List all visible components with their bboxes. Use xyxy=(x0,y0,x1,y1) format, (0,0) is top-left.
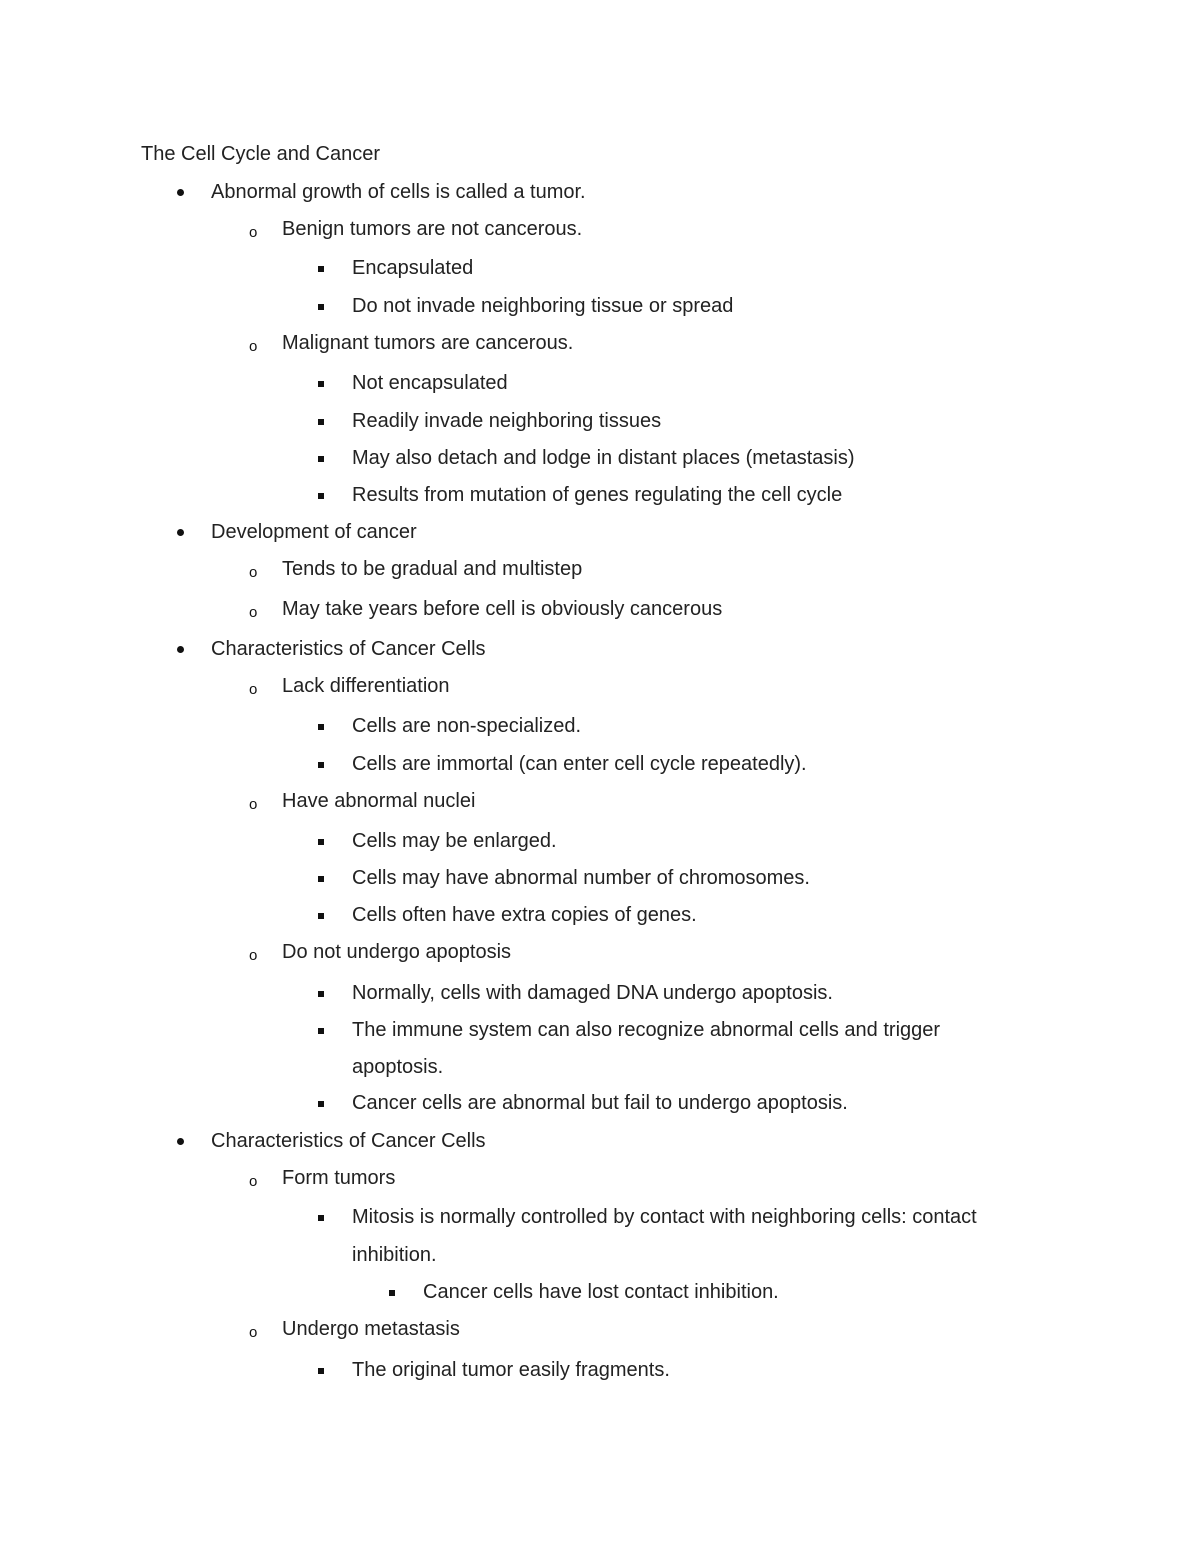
list-item-text: Do not invade neighboring tissue or spread xyxy=(352,295,734,317)
bullet-circle-icon: o xyxy=(249,947,258,964)
bullet-square-icon xyxy=(318,1101,324,1107)
list-item-text: Encapsulated xyxy=(352,257,474,279)
list-item-text: Mitosis is normally controlled by contact with neighboring cells: contact xyxy=(352,1206,977,1228)
list-item-text: Not encapsulated xyxy=(352,372,508,394)
bullet-dot-icon xyxy=(177,1138,184,1145)
list-item-text: Cells may be enlarged. xyxy=(352,830,557,852)
bullet-square-icon xyxy=(318,876,324,882)
list-item-text: Normally, cells with damaged DNA undergo apoptosis. xyxy=(352,982,833,1004)
list-item-text: Malignant tumors are cancerous. xyxy=(282,332,574,354)
bullet-square-icon xyxy=(318,724,324,730)
list-item-text: Characteristics of Cancer Cells xyxy=(211,638,486,660)
bullet-square-icon xyxy=(318,839,324,845)
list-item-text: Benign tumors are not cancerous. xyxy=(282,218,583,240)
bullet-circle-icon: o xyxy=(249,1324,258,1341)
bullet-square-icon xyxy=(318,456,324,462)
list-item-text: Undergo metastasis xyxy=(282,1318,460,1340)
list-item-text: Do not undergo apoptosis xyxy=(282,941,512,963)
list-item-text: Results from mutation of genes regulating the cell cycle xyxy=(352,484,843,506)
bullet-circle-icon: o xyxy=(249,604,258,621)
bullet-circle-icon: o xyxy=(249,681,258,698)
bullet-circle-icon: o xyxy=(249,1173,258,1190)
bullet-square-icon xyxy=(318,493,324,499)
list-item-text: Cancer cells are abnormal but fail to undergo apoptosis. xyxy=(352,1092,848,1114)
bullet-circle-icon: o xyxy=(249,564,258,581)
bullet-square-icon xyxy=(318,1368,324,1374)
bullet-square-icon xyxy=(318,991,324,997)
bullet-square-icon xyxy=(318,419,324,425)
bullet-square-icon xyxy=(318,762,324,768)
list-item-text: May take years before cell is obviously cancerous xyxy=(282,598,723,620)
list-item-text: Have abnormal nuclei xyxy=(282,790,476,812)
list-item-text: Readily invade neighboring tissues xyxy=(352,410,662,432)
list-item-text: May also detach and lodge in distant places (metastasis) xyxy=(352,447,855,469)
list-item-text: Development of cancer xyxy=(211,521,417,543)
list-item-text: Characteristics of Cancer Cells xyxy=(211,1130,486,1152)
bullet-circle-icon: o xyxy=(249,338,258,355)
list-item-text: Abnormal growth of cells is called a tumor. xyxy=(211,181,586,203)
bullet-dot-icon xyxy=(177,529,184,536)
bullet-square-icon xyxy=(318,1215,324,1221)
list-item-text: Lack differentiation xyxy=(282,675,450,697)
bullet-circle-icon: o xyxy=(249,796,258,813)
bullet-square-icon xyxy=(318,381,324,387)
list-item-text: Cells may have abnormal number of chromosomes. xyxy=(352,867,810,889)
list-item-text: Cells often have extra copies of genes. xyxy=(352,904,697,926)
bullet-circle-icon: o xyxy=(249,224,258,241)
list-item-text: Cancer cells have lost contact inhibition. xyxy=(423,1281,779,1303)
list-item-text: Cells are immortal (can enter cell cycle repeatedly). xyxy=(352,753,807,775)
bullet-dot-icon xyxy=(177,646,184,653)
list-item-text: Tends to be gradual and multistep xyxy=(282,558,583,580)
bullet-square-icon xyxy=(389,1290,395,1296)
bullet-square-icon xyxy=(318,266,324,272)
bullet-square-icon xyxy=(318,304,324,310)
list-item-text: inhibition. xyxy=(352,1244,437,1266)
bullet-square-icon xyxy=(318,913,324,919)
list-item-text: Cells are non-specialized. xyxy=(352,715,582,737)
list-item-text: The original tumor easily fragments. xyxy=(352,1359,670,1381)
document-title: The Cell Cycle and Cancer xyxy=(141,143,380,165)
bullet-dot-icon xyxy=(177,189,184,196)
list-item-text: Form tumors xyxy=(282,1167,396,1189)
list-item-text: apoptosis. xyxy=(352,1056,444,1078)
bullet-square-icon xyxy=(318,1028,324,1034)
list-item-text: The immune system can also recognize abnormal cells and trigger xyxy=(352,1019,941,1041)
